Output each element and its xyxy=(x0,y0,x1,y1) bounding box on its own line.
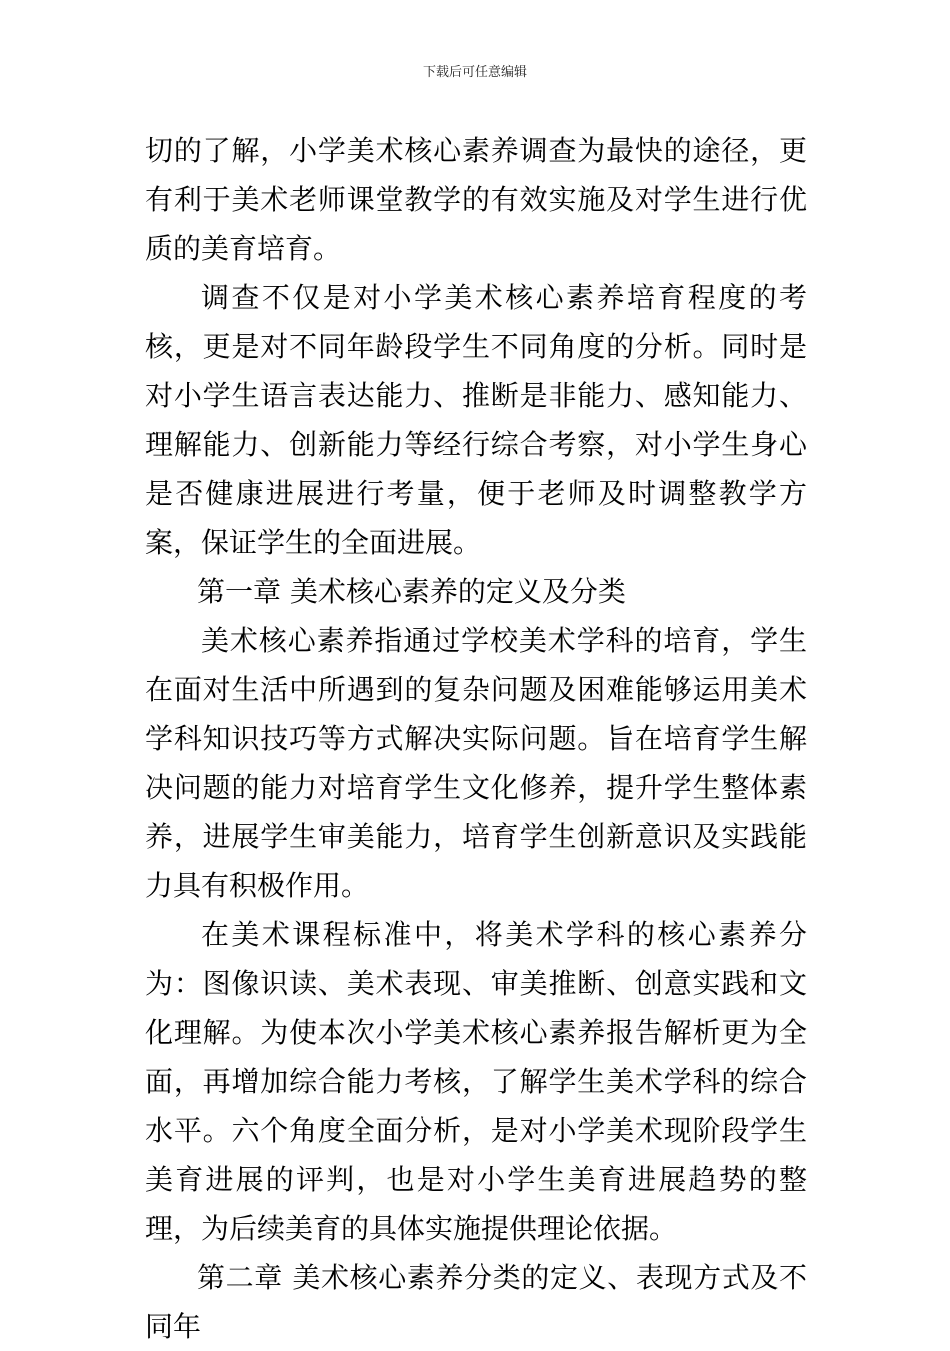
chapter-two-heading: 第二章 美术核心素养分类的定义、表现方式及不同年 xyxy=(145,1261,807,1343)
paragraph-survey: 调查不仅是对小学美术核心素养培育程度的考核，更是对不同年龄段学生不同角度的分析。同时是对小学生语言表达能力、推断是非能力、感知能力、理解能力、创新能力等经行综合考察，对小学生身心是否健康进展进行考量，便于老师及时调整教学方案，保证学生的全面进展。 xyxy=(145,281,807,559)
paragraph-curriculum-standard: 在美术课程标准中，将美术学科的核心素养分为：图像识读、美术表现、审美推断、创意实践和文化理解。为使本次小学美术核心素养报告解析更为全面，再增加综合能力考核，了解学生美术学科的综合水平。六个角度全面分析，是对小学美术现阶段学生美育进展的评判，也是对小学生美育进展趋势的整理，为后续美育的具体实施提供理论依据。 xyxy=(145,918,807,1245)
document-body xyxy=(145,126,807,1351)
paragraph-core-literacy-definition: 美术核心素养指通过学校美术学科的培育，学生在面对生活中所遇到的复杂问题及困难能够运用美术学科知识技巧等方式解决实际问题。旨在培育学生解决问题的能力对培育学生文化修养，提升学生整体素养，进展学生审美能力，培育学生创新意识及实践能力具有积极作用。 xyxy=(145,624,807,902)
page-header-note: 下载后可任意编辑 xyxy=(422,65,527,80)
paragraph-continuation: 切的了解，小学美术核心素养调查为最快的途径，更有利于美术老师课堂教学的有效实施及对学生进行优质的美育培育。 xyxy=(145,134,807,265)
chapter-one-heading: 第一章 美术核心素养的定义及分类 xyxy=(197,575,626,608)
